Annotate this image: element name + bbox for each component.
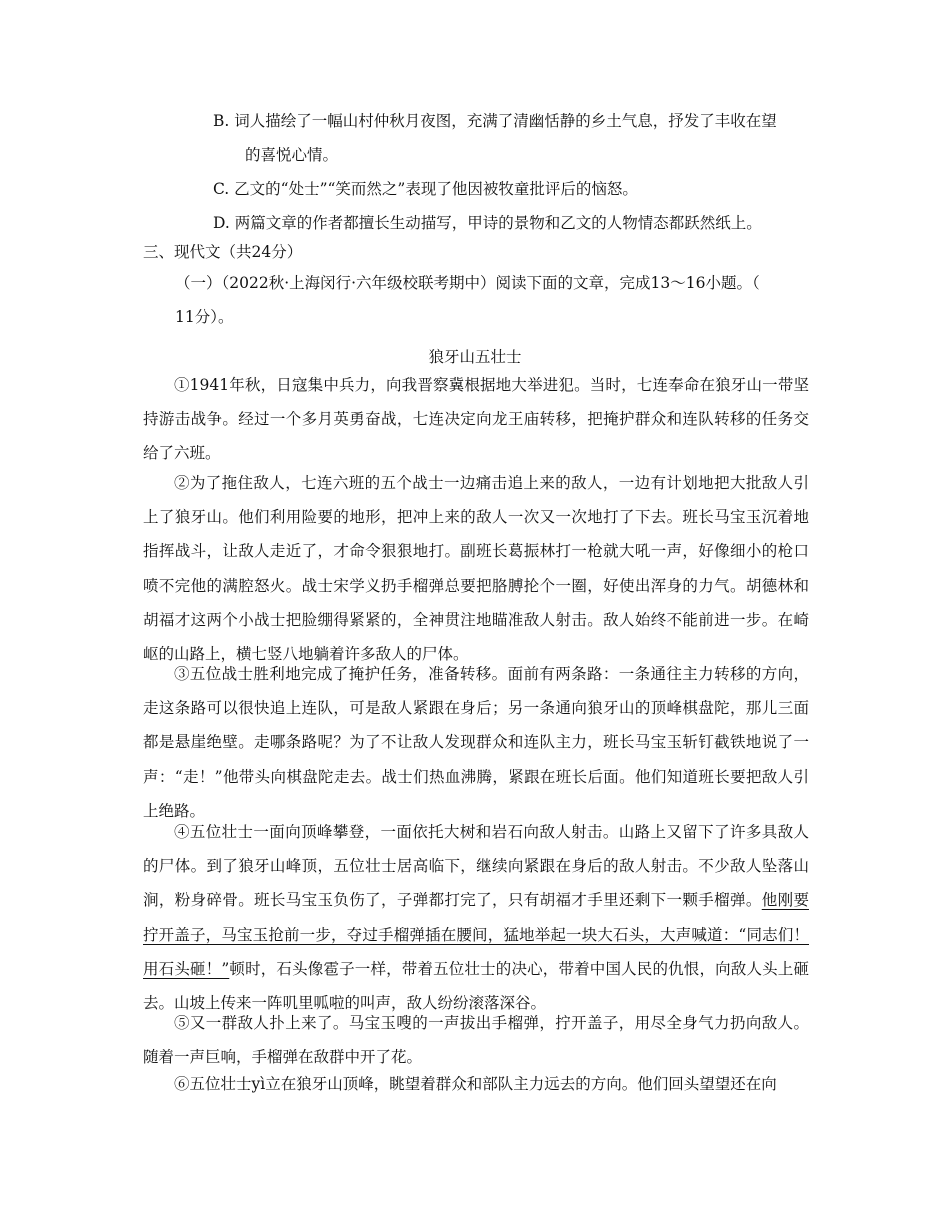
section-intro-line1: （一）（2022秋·上海闵行·六年级校联考期中）阅读下面的文章，完成13～16小题。（	[175, 274, 760, 292]
option-b-line1: B. 词人描绘了一幅山村仲秋月夜图，充满了清幽恬静的乡土气息，抒发了丰收在望	[213, 112, 777, 130]
option-c: C. 乙文的“处士”“笑而然之”表现了他因被牧童批评后的恼怒。	[213, 180, 638, 198]
paragraph-3: ③五位战士胜利地完成了掩护任务，准备转移。面前有两条路：一条通往主力转移的方向，走这条路可以很快追上连队，可是敌人紧跟在身后；另一条通向狼牙山的顶峰棋盘陀，那儿三面都是悬崖绝壁。走哪条路呢？为了不让敌人发现群众和连队主力，班长马宝玉斩钉截铁地说了一声：“走！”他带头向棋盘陀走去。战士们热血沸腾，紧跟在班长后面。他们知道班长要把敌人引上绝路。	[143, 665, 809, 820]
section-heading: 三、现代文（共24分）	[143, 243, 303, 261]
article-title: 狼牙山五壮士	[428, 348, 522, 366]
option-b-line2: 的喜悦心情。	[245, 146, 339, 164]
paragraph-4-text-after: 顿时，石头像雹子一样，带着五位壮士的决心，带着中国人民的仇恨，向敌人头上砸去。山坡上传来一阵叽里呱啦的叫声，敌人纷纷滚落深谷。	[143, 959, 809, 1013]
paragraph-2: ②为了拖住敌人，七连六班的五个战士一边痛击追上来的敌人，一边有计划地把大批敌人引上了狼牙山。他们利用险要的地形，把冲上来的敌人一次又一次地打了下去。班长马宝玉沉着地指挥战斗，让敌人走近了，才命令狠狠地打。副班长葛振林打一枪就大吼一声，好像细小的枪口喷不完他的满腔怒火。战士宋学义扔手榴弹总要把胳膊抡个一圈，好使出浑身的力气。胡德林和胡福才这两个小战士把脸绷得紧紧的，全神贯注地瞄准敌人射击。敌人始终不能前进一步。在崎岖的山路上，横七竖八地躺着许多敌人的尸体。	[143, 474, 809, 664]
section-intro-line2: 11分）。	[175, 308, 234, 326]
option-d: D. 两篇文章的作者都擅长生动描写，甲诗的景物和乙文的人物情态都跃然纸上。	[213, 214, 762, 232]
paragraph-6: ⑥五位壮士yì立在狼牙山顶峰，眺望着群众和部队主力远去的方向。他们回头望望还在向	[174, 1075, 777, 1093]
paragraph-5: ⑤又一群敌人扑上来了。马宝玉嗖的一声拔出手榴弹，拧开盖子，用尽全身气力扔向敌人。随着一声巨响，手榴弹在敌群中开了花。	[143, 1014, 809, 1067]
paragraph-4	[143, 815, 809, 1020]
paragraph-4-text: ④五位壮士一面向顶峰攀登，一面依托大树和岩石向敌人射击。山路上又留下了许多具敌人的尸体。到了狼牙山峰顶，五位壮士居高临下，继续向紧跟在身后的敌人射击。不少敌人坠落山涧，粉身碎骨。班长马宝玉负伤了，子弹都打完了，只有胡福才手里还剩下一颗手榴弹。	[143, 823, 809, 910]
paragraph-1: ①1941年秋，日寇集中兵力，向我晋察冀根据地大举进犯。当时，七连奉命在狼牙山一带坚持游击战争。经过一个多月英勇奋战，七连决定向龙王庙转移，把掩护群众和连队转移的任务交给了六班。	[143, 376, 809, 463]
underlined-passage: 他刚要拧开盖子，马宝玉抢前一步，夺过手榴弹插在腰间，猛地举起一块大石头，大声喊道：“同志们！用石头砸！”	[143, 891, 809, 978]
